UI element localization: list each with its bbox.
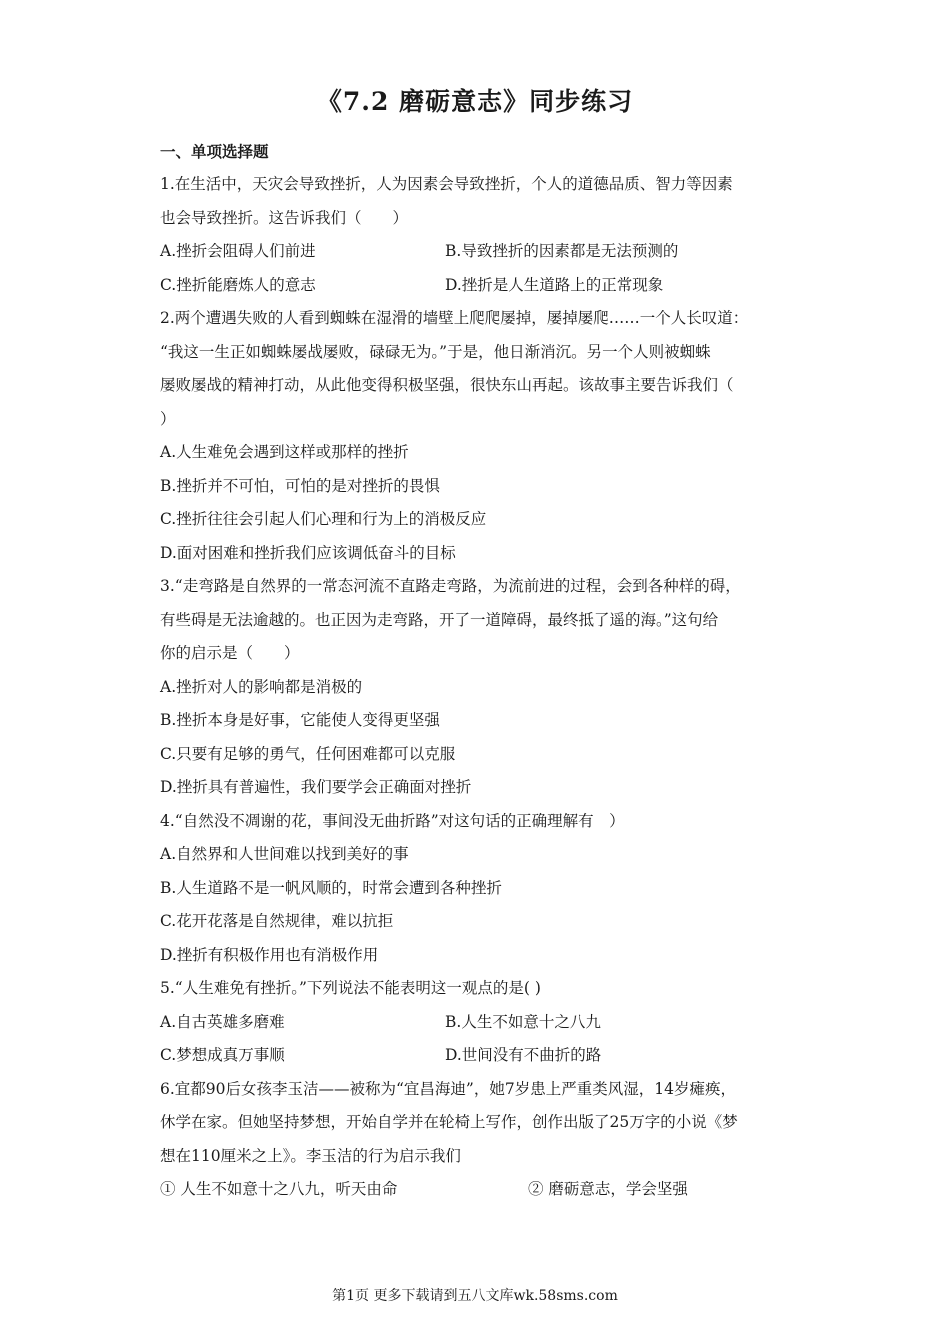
q3-option-c[interactable]: C.只要有足够的勇气，任何困难都可以克服	[160, 744, 456, 763]
page-title: 《7.2 磨砺意志》同步练习	[316, 87, 634, 116]
q6-statements-row	[160, 1173, 810, 1207]
q5-options-row	[160, 1039, 810, 1073]
q5-options-row	[160, 1006, 810, 1040]
q2-option-b[interactable]: B.挫折并不可怕，可怕的是对挫折的畏惧	[160, 476, 440, 495]
q1-option-c[interactable]: C.挫折能磨炼人的意志	[160, 275, 316, 294]
q2-option-c[interactable]: C.挫折往往会引起人们心理和行为上的消极反应	[160, 510, 487, 528]
q1-option-a[interactable]: A.挫折会阻碍人们前进	[160, 242, 316, 260]
q4-option-c[interactable]: C.花开花落是自然规律，难以抗拒	[160, 912, 394, 930]
q1-options-row	[160, 269, 810, 303]
q1-options-row	[160, 235, 810, 269]
q1-stem-line: 1.在生活中，天灾会导致挫折，人为因素会导致挫折，个人的道德品质、智力等因素	[160, 175, 733, 193]
q3-stem-line: 有些碍是无法逾越的。也正因为走弯路，开了一道障碍，最终抵了遥的海。”这句给	[160, 610, 719, 629]
q2-stem-line: 2.两个遭遇失败的人看到蜘蛛在湿滑的墙壁上爬爬屡掉，屡掉屡爬……一个人长叹道：	[160, 309, 749, 327]
q5-stem-line: 5.“人生难免有挫折。”下列说法不能表明这一观点的是( )	[160, 979, 541, 997]
q6-stem-line: 休学在家。但她坚持梦想，开始自学并在轮椅上写作，创作出版了25万字的小说《梦	[160, 1113, 738, 1131]
q4-stem-line: 4.“自然没不凋谢的花，事间没无曲折路”对这句话的正确理解有 ）	[160, 811, 625, 830]
q3-option-b[interactable]: B.挫折本身是好事，它能使人变得更坚强	[160, 711, 440, 729]
q5-option-d[interactable]: D.世间没有不曲折的路	[445, 1046, 602, 1064]
section-title: 一、单项选择题	[160, 142, 269, 161]
q2-option-a[interactable]: A.人生难免会遇到这样或那样的挫折	[160, 443, 409, 461]
q2-stem-line: ）	[160, 409, 176, 428]
q5-option-b[interactable]: B.人生不如意十之八九	[445, 1012, 601, 1031]
page-footer: 第1页 更多下载请到五八文库wk.58sms.com	[332, 1288, 618, 1304]
q1-option-d[interactable]: D.挫折是人生道路上的正常现象	[445, 275, 664, 294]
q1-stem-line: 也会导致挫折。这告诉我们（ ）	[160, 208, 409, 227]
q5-option-a[interactable]: A.自古英雄多磨难	[160, 1012, 285, 1031]
q2-stem-line: “我这一生正如蜘蛛屡战屡败，碌碌无为。”于是，他日渐消沉。另一个人则被蜘蛛	[160, 342, 711, 361]
q6-stem-line: 6.宜都90后女孩李玉洁——被称为“宜昌海迪”，她7岁患上严重类风湿，14岁瘫痪，	[160, 1079, 736, 1098]
q6-statement-1: ① 人生不如意十之八九，听天由命	[160, 1180, 398, 1198]
q3-option-a[interactable]: A.挫折对人的影响都是消极的	[160, 677, 363, 696]
q6-stem-line: 想在110厘米之上》。李玉洁的行为启示我们	[160, 1146, 461, 1165]
q3-stem-line: 3.“走弯路是自然界的一常态河流不直路走弯路，为流前进的过程，会到各种样的碍，	[160, 577, 741, 595]
q3-stem-line: 你的启示是（ ）	[160, 644, 300, 662]
question-list	[160, 168, 810, 1207]
q2-stem-line: 屡败屡战的精神打动，从此他变得积极坚强，很快东山再起。该故事主要告诉我们（	[160, 376, 734, 394]
q4-option-d[interactable]: D.挫折有积极作用也有消极作用	[160, 945, 379, 964]
q3-option-d[interactable]: D.挫折具有普遍性，我们要学会正确面对挫折	[160, 778, 472, 796]
q6-statement-2: ② 磨砺意志，学会坚强	[528, 1180, 688, 1198]
q4-option-b[interactable]: B.人生道路不是一帆风顺的，时常会遭到各种挫折	[160, 878, 502, 897]
q1-option-b[interactable]: B.导致挫折的因素都是无法预测的	[445, 242, 679, 260]
q5-option-c[interactable]: C.梦想成真万事顺	[160, 1046, 285, 1064]
q4-option-a[interactable]: A.自然界和人世间难以找到美好的事	[160, 845, 409, 863]
q2-option-d[interactable]: D.面对困难和挫折我们应该调低奋斗的目标	[160, 543, 456, 562]
